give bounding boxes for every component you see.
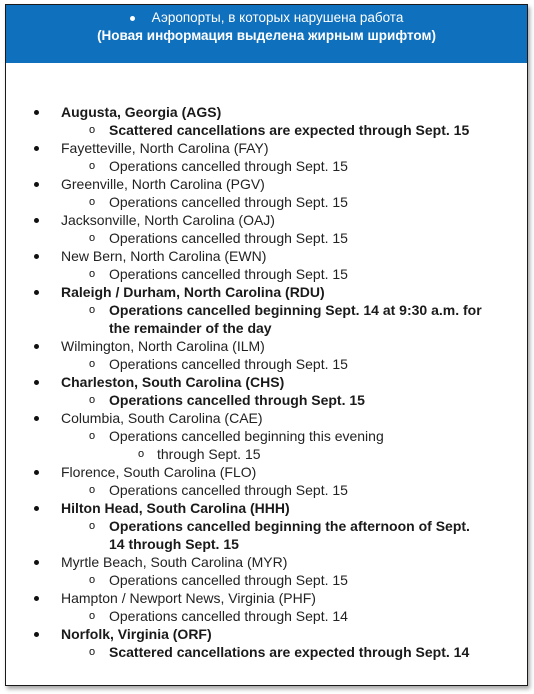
airport-item	[6, 139, 527, 157]
sub-bullet-icon: o	[89, 304, 96, 316]
airport-item	[6, 337, 527, 355]
airport-detail	[6, 643, 527, 661]
sub-bullet-icon: o	[89, 160, 96, 172]
sub-bullet-icon: o	[89, 232, 96, 244]
airport-detail-text: Operations cancelled through Sept. 15	[109, 194, 348, 210]
airport-item-text: Columbia, South Carolina (CAE)	[61, 410, 263, 426]
airport-detail	[6, 517, 527, 535]
airport-item	[6, 625, 527, 643]
airport-detail-text: Operations cancelled through Sept. 15	[109, 266, 348, 282]
bullet-icon	[34, 218, 39, 223]
airport-detail-text: Operations cancelled beginning Sept. 14 at 9:30 a.m. for	[109, 302, 482, 318]
header-banner	[6, 5, 527, 63]
airport-item	[6, 211, 527, 229]
airport-detail	[6, 121, 527, 139]
bullet-icon	[34, 380, 39, 385]
airport-item-text: Charleston, South Carolina (CHS)	[61, 374, 285, 390]
airport-detail	[6, 427, 527, 445]
airport-item-text: Greenville, North Carolina (PGV)	[61, 176, 265, 192]
airport-detail	[6, 391, 527, 409]
airport-detail-text: Scattered cancellations are expected through Sept. 15	[109, 122, 470, 138]
bullet-icon	[34, 470, 39, 475]
airport-detail-text: Operations cancelled through Sept. 15	[109, 572, 348, 588]
sub-bullet-icon: o	[89, 484, 96, 496]
bullet-icon	[34, 344, 39, 349]
airport-detail-text: Scattered cancellations are expected through Sept. 14	[109, 644, 470, 660]
airport-disruption-box	[5, 4, 528, 686]
airport-item-text: Raleigh / Durham, North Carolina (RDU)	[61, 284, 325, 300]
airport-item-text: Hampton / Newport News, Virginia (PHF)	[61, 590, 316, 606]
bullet-icon	[34, 290, 39, 295]
airport-detail	[6, 193, 527, 211]
airport-detail-text: Operations cancelled through Sept. 15	[109, 356, 348, 372]
airport-item-text: Hilton Head, South Carolina (HHH)	[61, 500, 290, 516]
airport-item	[6, 103, 527, 121]
bullet-icon	[34, 596, 39, 601]
airport-item	[6, 175, 527, 193]
sub-bullet-icon: o	[89, 358, 96, 370]
airport-detail-continuation	[6, 535, 527, 553]
airport-item	[6, 409, 527, 427]
airport-item	[6, 499, 527, 517]
airport-sub-detail	[6, 445, 527, 463]
airport-detail-text: Operations cancelled beginning the afternoon of Sept.	[109, 518, 470, 534]
header-bullet-icon	[130, 16, 135, 21]
airport-detail-text: Operations cancelled through Sept. 14	[109, 608, 348, 624]
airport-detail	[6, 301, 527, 319]
airport-detail-text: Operations cancelled through Sept. 15	[109, 158, 348, 174]
sub-bullet-icon: o	[89, 610, 96, 622]
airport-item-text: Florence, South Carolina (FLO)	[61, 464, 257, 480]
airport-detail-continuation	[6, 319, 527, 337]
bullet-icon	[34, 254, 39, 259]
airport-item-text: Jacksonville, North Carolina (OAJ)	[61, 212, 275, 228]
airport-list	[6, 103, 527, 661]
airport-detail-text: Operations cancelled through Sept. 15	[109, 392, 365, 408]
bullet-icon	[34, 146, 39, 151]
airport-item	[6, 283, 527, 301]
airport-item	[6, 553, 527, 571]
bullet-icon	[34, 560, 39, 565]
airport-sub-detail-text: through Sept. 15	[157, 446, 261, 462]
bullet-icon	[34, 506, 39, 511]
airport-item-text: Wilmington, North Carolina (ILM)	[61, 338, 265, 354]
sub-bullet-icon: o	[89, 646, 96, 658]
sub-bullet-icon: o	[89, 196, 96, 208]
airport-item	[6, 247, 527, 265]
airport-detail	[6, 229, 527, 247]
sub-bullet-icon: o	[89, 268, 96, 280]
sub-bullet-icon: o	[89, 430, 96, 442]
header-title-text: Аэропорты, в которых нарушена работа	[151, 10, 404, 25]
airport-detail	[6, 265, 527, 283]
airport-detail	[6, 157, 527, 175]
bullet-icon	[34, 110, 39, 115]
airport-detail	[6, 607, 527, 625]
airport-detail-continuation-text: the remainder of the day	[109, 320, 272, 336]
bullet-icon	[34, 632, 39, 637]
airport-detail	[6, 571, 527, 589]
airport-detail-continuation-text: 14 through Sept. 15	[109, 536, 239, 552]
header-subtitle: (Новая информация выделена жирным шрифтом)	[97, 28, 436, 43]
airport-item	[6, 589, 527, 607]
airport-item-text: Fayetteville, North Carolina (FAY)	[61, 140, 269, 156]
sub-sub-bullet-icon: o	[138, 448, 145, 460]
airport-item	[6, 373, 527, 391]
airport-item-text: Myrtle Beach, South Carolina (MYR)	[61, 554, 288, 570]
airport-item-text: Norfolk, Virginia (ORF)	[61, 626, 212, 642]
sub-bullet-icon: o	[89, 574, 96, 586]
bullet-icon	[34, 416, 39, 421]
bullet-icon	[34, 182, 39, 187]
airport-item-text: New Bern, North Carolina (EWN)	[61, 248, 267, 264]
airport-detail	[6, 355, 527, 373]
sub-bullet-icon: o	[89, 394, 96, 406]
sub-bullet-icon: o	[89, 520, 96, 532]
airport-detail-text: Operations cancelled through Sept. 15	[109, 482, 348, 498]
airport-item	[6, 463, 527, 481]
airport-detail-text: Operations cancelled beginning this evening	[109, 428, 384, 444]
sub-bullet-icon: o	[89, 124, 96, 136]
header-title	[6, 10, 527, 26]
airport-detail	[6, 481, 527, 499]
airport-item-text: Augusta, Georgia (AGS)	[61, 104, 222, 120]
airport-detail-text: Operations cancelled through Sept. 15	[109, 230, 348, 246]
